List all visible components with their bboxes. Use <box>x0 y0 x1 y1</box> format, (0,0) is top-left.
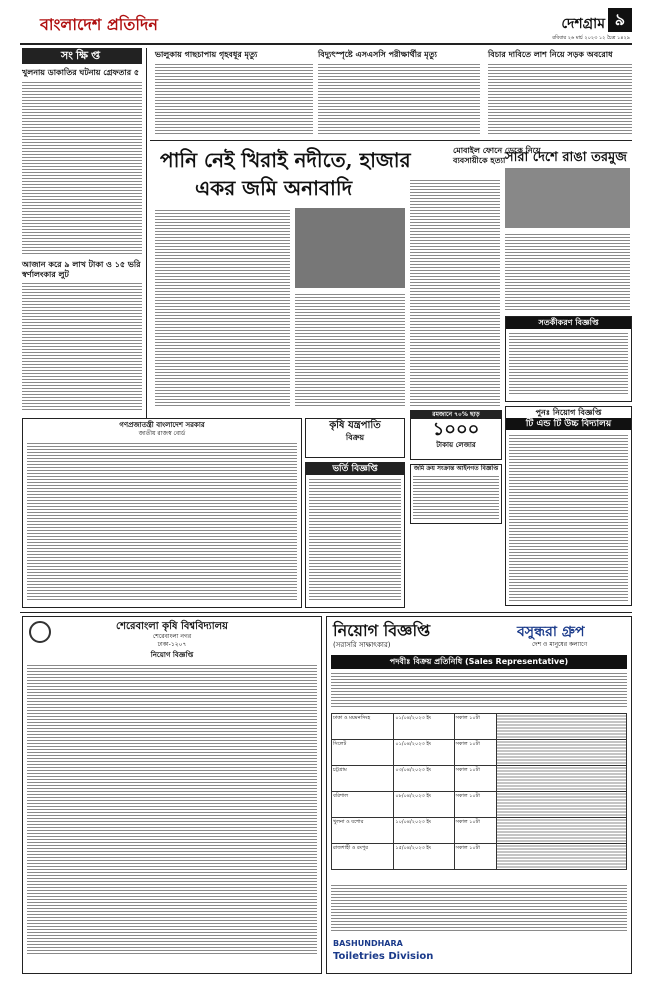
section-title-box <box>520 12 605 30</box>
table-row <box>332 844 627 870</box>
section-label: সংক্ষিপ্ত <box>60 49 104 62</box>
table-cell-address <box>497 766 627 792</box>
mid-rule <box>20 612 632 613</box>
offer-number: ১০০০ <box>432 419 480 440</box>
table-cell: সকাল ১০টা <box>454 818 496 844</box>
bashundhara-conditions <box>331 885 627 933</box>
table-cell: সকাল ১০টা <box>454 766 496 792</box>
university-ad <box>22 616 322 974</box>
main-story-col1 <box>155 208 290 408</box>
brief-2-text <box>22 282 142 412</box>
govt-subheader: জাতীয় রাজস্ব বোর্ড <box>138 430 186 437</box>
headline-2: বিদ্যুৎস্পৃষ্টে এসএসসি পরীক্ষার্থীর মৃত্যু <box>318 50 437 59</box>
table-cell: ০৩/০৪/২০২৩ ইং <box>394 766 454 792</box>
logo-text: বাংলাদেশ প্রতিদিন <box>40 15 158 34</box>
main-headline-line1: পানি নেই খিরাই নদীতে, হাজার <box>160 148 411 172</box>
laser-offer-ad <box>410 410 502 460</box>
university-sub: শেরেবাংলা নগর <box>152 633 192 640</box>
land-notice-title: জমি ক্রয় সংক্রান্ত আইনগত বিজ্ঞপ্তি <box>413 465 499 472</box>
table-cell: ১০/০৪/২০২৩ ইং <box>394 818 454 844</box>
auction-title: কৃষি যন্ত্রপাতি <box>329 420 381 431</box>
table-cell: সকাল ১০টা <box>454 792 496 818</box>
land-notice-text <box>413 475 499 521</box>
table-cell: সকাল ১০টা <box>454 844 496 870</box>
schedule-table <box>331 713 627 870</box>
kicker-2-text <box>505 232 630 312</box>
caution-text <box>509 332 628 396</box>
table-cell: চট্টগ্রাম <box>332 766 394 792</box>
offer-top: রমজানে ৭০% ছাড় <box>411 411 501 419</box>
kicker-1: মোবাইল ফোনে ডেকে নিয়ে ব্যবসায়ীকে হত্যা <box>453 146 541 165</box>
division-name: Toiletries Division <box>333 951 434 962</box>
section-title: দেশগ্রাম <box>561 16 605 32</box>
kicker-1-text <box>410 180 500 408</box>
main-headline-line2: একর জমি অনাবাদি <box>195 176 353 200</box>
table-cell: ০১/০৪/২০২৩ ইং <box>394 740 454 766</box>
division-brand: BASHUNDHARA <box>333 939 403 948</box>
university-logo-icon <box>29 621 51 643</box>
table-row <box>332 792 627 818</box>
section-label-box <box>22 48 142 64</box>
school-recruit-ad <box>505 406 632 606</box>
table-cell: সিলেট <box>332 740 394 766</box>
table-cell: সকাল ১০টা <box>454 714 496 740</box>
bashundhara-ad <box>326 616 632 974</box>
table-cell: সকাল ১০টা <box>454 740 496 766</box>
school-recruit-text <box>509 433 628 603</box>
masthead-rule <box>20 43 632 45</box>
table-cell-address <box>497 844 627 870</box>
page-number: ৯ <box>608 8 632 32</box>
headline-3: বিচার দাবিতে লাশ নিয়ে সড়ক অবরোধ <box>488 50 613 59</box>
brief-1-title: খুলনায় ডাকাতির ঘটনায় গ্রেফতার ৫ <box>22 68 140 77</box>
table-row <box>332 714 627 740</box>
headline-1: ভালুকায় গাছচাপায় গৃহবধূর মৃত্যু <box>155 50 258 59</box>
table-cell: খুলনা ও যশোর <box>332 818 394 844</box>
position-banner: পদবীঃ বিক্রয় প্রতিনিধি (Sales Representative) <box>331 655 627 669</box>
table-cell: ০৮/০৪/২০২৩ ইং <box>394 792 454 818</box>
admission-text <box>309 478 401 602</box>
table-cell-address <box>497 792 627 818</box>
table-row <box>332 766 627 792</box>
story-3-text <box>488 64 632 136</box>
land-notice <box>410 464 502 524</box>
admission-ad <box>305 462 405 608</box>
table-cell: ০১/০৪/২০২৩ ইং <box>394 714 454 740</box>
govt-ad <box>22 418 302 608</box>
story-1-text <box>155 64 313 136</box>
bashundhara-title: নিয়োগ বিজ্ঞপ্তি <box>333 621 431 640</box>
schedule-table-grid <box>331 713 627 870</box>
caution-notice <box>505 316 632 402</box>
main-story-col2 <box>295 292 405 408</box>
university-name: শেরেবাংলা কৃষি বিশ্ববিদ্যালয় <box>116 621 228 632</box>
date-line: রবিবার ২৬ মার্চ ২০২৩ ১২ চৈত্র ১৪২৯ <box>552 35 630 41</box>
bashundhara-sub: (সরাসরি সাক্ষাৎকার) <box>333 641 391 649</box>
bashundhara-intro <box>331 673 627 709</box>
kicker-2: সারা দেশে রাঙা তরমুজ <box>505 150 627 165</box>
university-recruit-notice: নিয়োগ বিজ্ঞপ্তি <box>150 651 194 659</box>
university-city: ঢাকা-১২০৭ <box>157 641 187 648</box>
admission-title: ভর্তি বিজ্ঞপ্তি <box>306 463 404 475</box>
table-cell: রাজশাহী ও রংপুর <box>332 844 394 870</box>
caution-title: সতর্কীকরণ বিজ্ঞপ্তি <box>506 317 631 329</box>
left-col-divider <box>146 48 147 418</box>
main-story-photo <box>295 208 405 288</box>
govt-ad-text <box>27 442 297 602</box>
brief-1-text <box>22 80 142 256</box>
group-tag: দেশ ও মানুষের কল্যাণে <box>532 641 588 648</box>
table-cell-address <box>497 740 627 766</box>
top-rule <box>150 140 632 141</box>
story-2-text <box>318 64 480 136</box>
table-cell: বরিশাল <box>332 792 394 818</box>
auction-sub: বিক্রয় <box>345 433 365 442</box>
table-row <box>332 818 627 844</box>
school-title: টি এন্ড টি উচ্চ বিদ্যালয় <box>506 418 631 430</box>
table-cell: ১৫/০৪/২০২৩ ইং <box>394 844 454 870</box>
offer-text: টাকায় লেজার <box>436 441 476 449</box>
watermelon-photo <box>505 168 630 228</box>
masthead-logo <box>40 10 200 34</box>
group-name: বসুন্ধরা গ্রুপ <box>517 624 585 640</box>
table-cell-address <box>497 818 627 844</box>
university-text <box>27 664 317 956</box>
table-cell: ঢাকা ও ময়মনসিংহ <box>332 714 394 740</box>
brief-2-title: আজান করে ৯ লাখ টাকা ও ১৫ ভরি স্বর্ণালংকার লুট <box>22 260 141 279</box>
govt-header: গণপ্রজাতন্ত্রী বাংলাদেশ সরকার <box>119 421 205 429</box>
table-row <box>332 740 627 766</box>
table-cell-address <box>497 714 627 740</box>
recruit-title: পুনঃ নিয়োগ বিজ্ঞপ্তি <box>535 408 602 417</box>
auction-ad <box>305 418 405 458</box>
